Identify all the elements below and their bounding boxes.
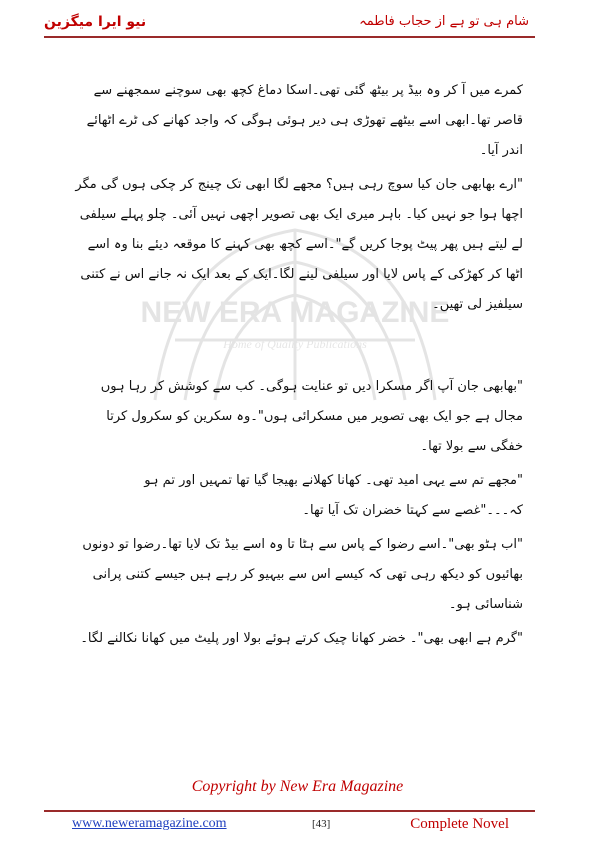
body-paragraph: کمرے میں آ کر وہ بیڈ پر بیٹھ گئی تھی۔اسکا دماغ کچھ بھی سوچنے سمجھنے سے قاصر تھا۔ابھی اسے بیٹھے تھوڑی ہی دیر ہوئی ہوگی کہ واجد کھانے کی ٹرے اٹھائے اندر آیا۔ bbox=[86, 83, 523, 158]
watermark-text: NEW ERA MAGAZINE bbox=[140, 296, 450, 329]
story-title-header: شام ہی تو ہے از حجاب فاطمہ bbox=[359, 14, 529, 29]
page-number: [43] bbox=[312, 818, 331, 830]
header-divider bbox=[44, 36, 535, 38]
body-paragraph: "مجھے تم سے یہی امید تھی۔ کھانا کھلانے بھیجا گیا تھا تمہیں اور تم ہو کہ۔۔۔"غصے سے کہتا خضران تک آیا تھا۔ bbox=[144, 473, 523, 518]
watermark-subtext: Home of Quality Publications bbox=[223, 337, 367, 351]
body-text-block-2 bbox=[72, 372, 523, 658]
body-paragraph: "بھابھی جان آپ اگر مسکرا دیں تو عنایت ہوگی۔ کب سے کوشش کر رہا ہوں مجال ہے جو ایک بھی تصویر میں مسکرائی ہوں"۔وہ سکرین کو سکرول کرتا خفگی سے بولا تھا۔ bbox=[100, 379, 523, 454]
footer-divider bbox=[44, 810, 535, 812]
magazine-name-header: نیو ایرا میگزین bbox=[44, 14, 147, 30]
body-paragraph: "ارے بھابھی جان کیا سوچ رہی ہیں؟ مجھے لگا ابھی تک چینج کر چکی ہوں گی مگر اچھا ہوا جو نہیں کیا۔ باہر میری ایک بھی تصویر اچھی نہیں آئی۔ چلو پہلے سیلفی لے لیتے ہیں پھر پیٹ پوجا کریں گے"۔اسے کچھ بھی کہنے کا موقعہ دیئے بنا وہ اسے اٹھا کر کھڑکی کے پاس لایا اور سیلفی لینے لگا۔ایک کے بعد ایک نہ جانے اس نے کتنی سیلفیز لی تھیں۔ bbox=[75, 177, 523, 312]
body-paragraph: "اب ہٹو بھی"۔اسے رضوا کے پاس سے ہٹا تا وہ اسے بیڈ تک لایا تھا۔رضوا تو دونوں بھائیوں کو دیکھ رہی تھی کہ کیسے اس سے بیہیو کر رہے ہیں جیسے کتنی پرانی شناسائی ہو۔ bbox=[82, 537, 523, 612]
complete-novel-label: Complete Novel bbox=[410, 816, 509, 832]
website-link[interactable]: www.neweramagazine.com bbox=[72, 816, 227, 831]
copyright-notice: Copyright by New Era Magazine bbox=[191, 778, 404, 795]
body-text-block-1 bbox=[72, 76, 523, 324]
body-paragraph: "گرم ہے ابھی بھی"۔ خضر کھانا چیک کرتے ہوئے بولا اور پلیٹ میں کھانا نکالنے لگا۔ bbox=[80, 631, 523, 646]
